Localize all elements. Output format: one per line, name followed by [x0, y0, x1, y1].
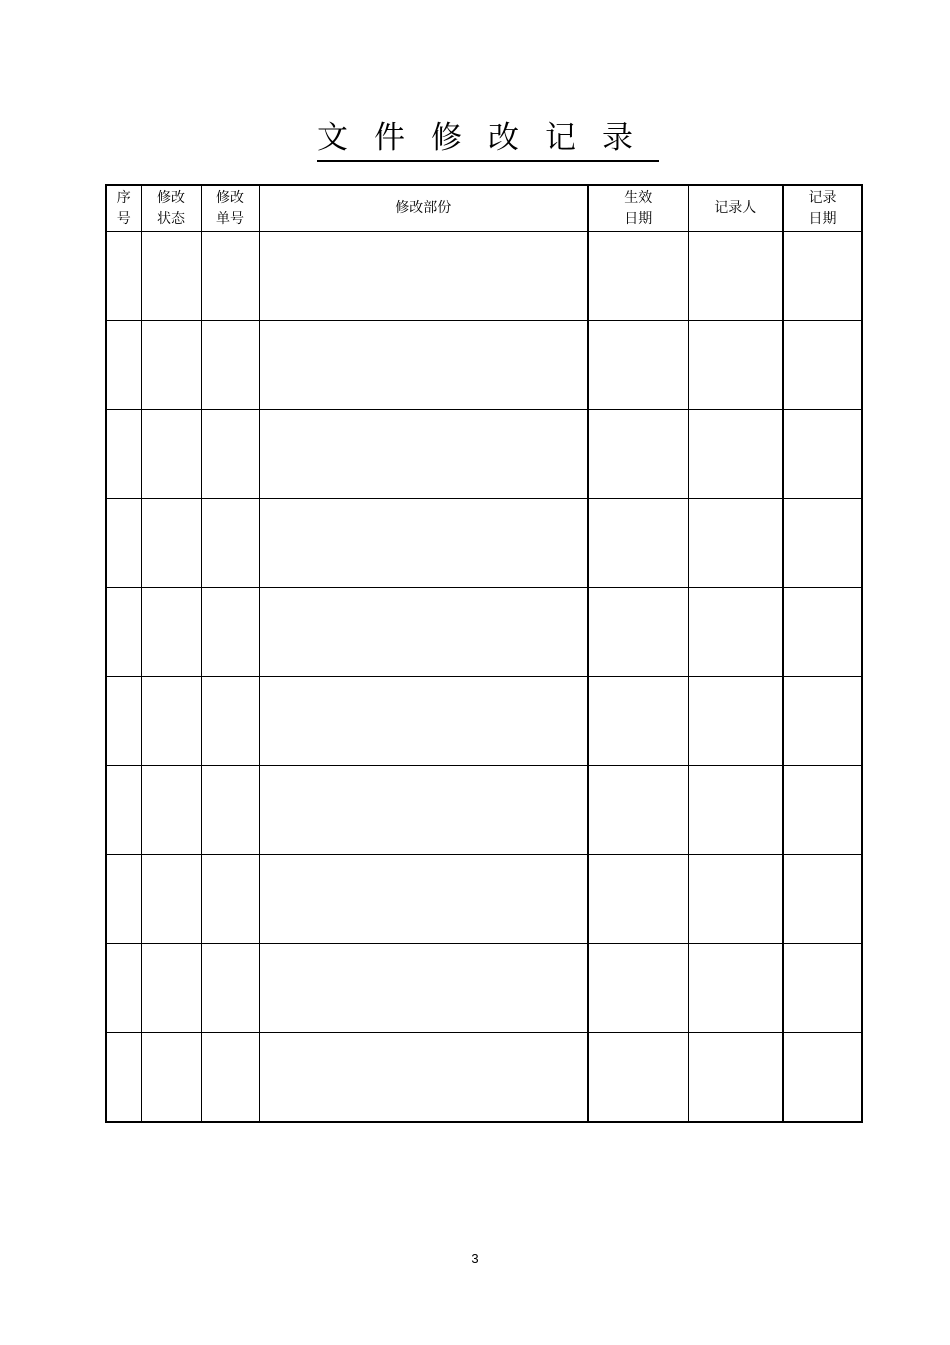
cell-revised-section — [259, 944, 588, 1033]
table-row — [106, 232, 862, 321]
header-record-date: 记录 日期 — [783, 185, 862, 232]
cell-effective-date — [588, 232, 688, 321]
header-revision-status: 修改 状态 — [141, 185, 201, 232]
cell-revised-section — [259, 1033, 588, 1123]
table-row — [106, 766, 862, 855]
cell-revision-status — [141, 677, 201, 766]
cell-effective-date — [588, 855, 688, 944]
cell-revision-order-number — [201, 321, 259, 410]
table-row — [106, 855, 862, 944]
cell-recorder — [688, 1033, 783, 1123]
table-row — [106, 1033, 862, 1123]
cell-serial-number — [106, 766, 141, 855]
cell-serial-number — [106, 499, 141, 588]
cell-record-date — [783, 766, 862, 855]
cell-revision-order-number — [201, 588, 259, 677]
cell-serial-number — [106, 944, 141, 1033]
cell-revision-status — [141, 855, 201, 944]
cell-recorder — [688, 410, 783, 499]
page-title — [0, 118, 950, 162]
revision-record-table — [105, 184, 863, 1123]
cell-revision-order-number — [201, 1033, 259, 1123]
cell-effective-date — [588, 588, 688, 677]
cell-revision-order-number — [201, 499, 259, 588]
cell-record-date — [783, 588, 862, 677]
cell-recorder — [688, 499, 783, 588]
cell-serial-number — [106, 588, 141, 677]
cell-record-date — [783, 321, 862, 410]
cell-record-date — [783, 499, 862, 588]
cell-revision-order-number — [201, 766, 259, 855]
cell-serial-number — [106, 677, 141, 766]
cell-effective-date — [588, 944, 688, 1033]
cell-record-date — [783, 410, 862, 499]
cell-record-date — [783, 1033, 862, 1123]
cell-revision-order-number — [201, 677, 259, 766]
table-row — [106, 944, 862, 1033]
cell-recorder — [688, 855, 783, 944]
cell-serial-number — [106, 855, 141, 944]
header-serial-number: 序 号 — [106, 185, 141, 232]
cell-revised-section — [259, 766, 588, 855]
cell-record-date — [783, 677, 862, 766]
cell-revised-section — [259, 499, 588, 588]
table-row — [106, 499, 862, 588]
cell-revision-order-number — [201, 944, 259, 1033]
cell-revision-status — [141, 588, 201, 677]
header-recorder: 记录人 — [688, 185, 783, 232]
cell-recorder — [688, 944, 783, 1033]
cell-revised-section — [259, 232, 588, 321]
table-header-row — [106, 185, 862, 232]
table-row — [106, 410, 862, 499]
cell-serial-number — [106, 321, 141, 410]
cell-effective-date — [588, 410, 688, 499]
header-effective-date: 生效 日期 — [588, 185, 688, 232]
cell-effective-date — [588, 677, 688, 766]
page-title-text: 文件修改记录 — [317, 118, 659, 162]
cell-effective-date — [588, 321, 688, 410]
cell-record-date — [783, 232, 862, 321]
table-row — [106, 588, 862, 677]
cell-serial-number — [106, 410, 141, 499]
header-revised-section: 修改部份 — [259, 185, 588, 232]
cell-revision-status — [141, 944, 201, 1033]
cell-revision-status — [141, 410, 201, 499]
cell-recorder — [688, 321, 783, 410]
cell-revision-status — [141, 499, 201, 588]
cell-effective-date — [588, 499, 688, 588]
cell-revised-section — [259, 410, 588, 499]
cell-revised-section — [259, 588, 588, 677]
cell-revision-status — [141, 766, 201, 855]
table-row — [106, 677, 862, 766]
cell-serial-number — [106, 1033, 141, 1123]
cell-revision-order-number — [201, 855, 259, 944]
cell-revised-section — [259, 321, 588, 410]
cell-effective-date — [588, 1033, 688, 1123]
cell-record-date — [783, 944, 862, 1033]
cell-revision-order-number — [201, 410, 259, 499]
header-revision-order-number: 修改 单号 — [201, 185, 259, 232]
cell-serial-number — [106, 232, 141, 321]
cell-revised-section — [259, 677, 588, 766]
cell-recorder — [688, 588, 783, 677]
table-row — [106, 321, 862, 410]
cell-record-date — [783, 855, 862, 944]
cell-effective-date — [588, 766, 688, 855]
cell-revision-status — [141, 321, 201, 410]
cell-revision-status — [141, 232, 201, 321]
cell-revision-status — [141, 1033, 201, 1123]
cell-recorder — [688, 232, 783, 321]
cell-recorder — [688, 677, 783, 766]
cell-revision-order-number — [201, 232, 259, 321]
page-number: 3 — [471, 1251, 479, 1266]
cell-recorder — [688, 766, 783, 855]
cell-revised-section — [259, 855, 588, 944]
